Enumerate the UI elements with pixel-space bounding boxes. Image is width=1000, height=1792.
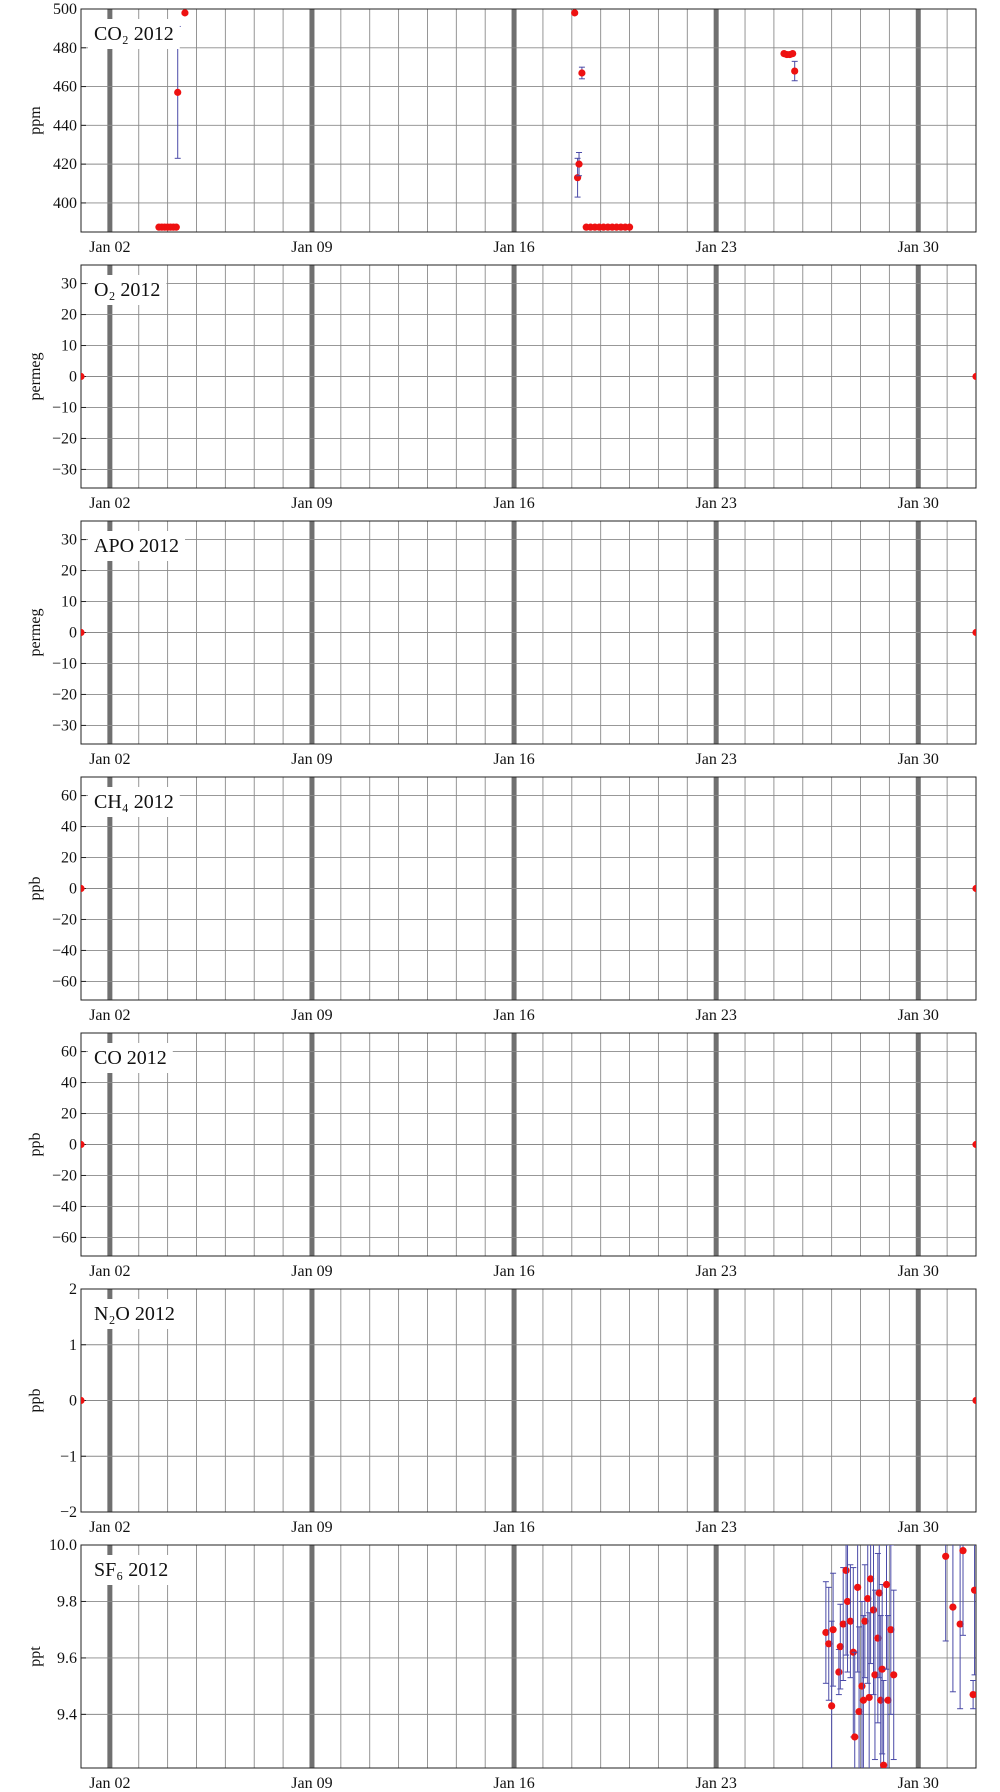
y-axis-label: ppt — [27, 1646, 44, 1667]
y-axis-label: ppm — [27, 106, 44, 135]
x-tick-label: Jan 16 — [493, 1007, 535, 1024]
grid — [81, 265, 976, 488]
data-point — [829, 1626, 836, 1633]
y-tick-label: 420 — [53, 156, 77, 174]
data-point — [851, 1733, 858, 1740]
data-series — [155, 9, 798, 230]
y-tick-label: 0 — [69, 1392, 77, 1410]
data-point — [858, 1683, 865, 1690]
x-tick-label: Jan 02 — [89, 239, 131, 256]
x-tick-label: Jan 09 — [291, 1775, 333, 1792]
y-axis-label: ppb — [27, 876, 44, 901]
data-point — [883, 1581, 890, 1588]
y-tick-label: 9.4 — [57, 1706, 77, 1724]
x-tick-label: Jan 09 — [291, 1519, 333, 1536]
y-tick-label: 60 — [61, 1043, 77, 1061]
y-tick-label: 0 — [69, 368, 77, 386]
grid — [81, 1033, 976, 1256]
data-point — [959, 1547, 966, 1554]
x-tick-label: Jan 16 — [493, 495, 535, 512]
x-tick-label: Jan 16 — [493, 1263, 535, 1280]
y-tick-label: 0 — [69, 1136, 77, 1154]
data-point — [972, 629, 979, 636]
x-tick-label: Jan 09 — [291, 495, 333, 512]
x-tick-label: Jan 30 — [897, 751, 939, 768]
chart-svg — [0, 768, 1000, 1024]
grid — [81, 777, 976, 1000]
data-point — [880, 1762, 887, 1769]
chart-panel — [0, 1024, 1000, 1280]
x-tick-label: Jan 16 — [493, 751, 535, 768]
y-tick-label: −30 — [51, 461, 77, 479]
y-tick-label: 20 — [61, 562, 77, 580]
data-point — [578, 69, 585, 76]
y-tick-label: 460 — [53, 78, 77, 96]
y-tick-label: −10 — [51, 655, 77, 673]
x-tick-label: Jan 16 — [493, 239, 535, 256]
data-point — [972, 1141, 979, 1148]
chart-panel — [0, 256, 1000, 512]
x-tick-label: Jan 23 — [695, 1263, 737, 1280]
data-point — [949, 1604, 956, 1611]
chart-svg — [0, 256, 1000, 512]
y-tick-label: 440 — [53, 117, 77, 135]
y-tick-label: −20 — [51, 430, 77, 448]
chart-panel — [0, 768, 1000, 1024]
x-tick-label: Jan 09 — [291, 751, 333, 768]
data-point — [77, 885, 84, 892]
data-series — [822, 1536, 978, 1792]
data-point — [789, 50, 796, 57]
chart-title: CO₂ 2012 — [94, 23, 174, 45]
y-tick-label: 30 — [61, 531, 77, 549]
data-point — [854, 1584, 861, 1591]
chart-panel — [0, 1536, 1000, 1792]
chart-svg — [0, 0, 1000, 256]
x-tick-label: Jan 30 — [897, 1263, 939, 1280]
chart-svg — [0, 1536, 1000, 1792]
y-tick-label: 10.0 — [49, 1537, 77, 1554]
y-tick-label: 40 — [61, 818, 77, 836]
x-tick-label: Jan 30 — [897, 495, 939, 512]
grid — [81, 9, 976, 232]
y-tick-label: −30 — [51, 717, 77, 735]
x-tick-label: Jan 02 — [89, 1775, 131, 1792]
chart-title: APO 2012 — [94, 535, 180, 557]
data-point — [574, 174, 581, 181]
x-tick-label: Jan 30 — [897, 1775, 939, 1792]
x-tick-label: Jan 16 — [493, 1519, 535, 1536]
y-tick-label: 60 — [61, 787, 77, 805]
y-tick-label: 2 — [69, 1281, 77, 1298]
y-tick-label: −20 — [51, 1167, 77, 1185]
plot-frame — [81, 9, 976, 232]
data-point — [972, 885, 979, 892]
data-point — [77, 629, 84, 636]
y-axis-label: ppb — [27, 1388, 44, 1413]
data-point — [174, 89, 181, 96]
data-point — [828, 1702, 835, 1709]
y-tick-label: 20 — [61, 849, 77, 867]
y-tick-label: −2 — [59, 1504, 77, 1521]
data-point — [626, 224, 633, 231]
plot-frame — [81, 1545, 976, 1768]
chart-title-group — [88, 1555, 174, 1585]
y-tick-label: 20 — [61, 306, 77, 324]
data-point — [77, 1397, 84, 1404]
data-point — [575, 161, 582, 168]
y-tick-label: 0 — [69, 624, 77, 642]
x-tick-label: Jan 16 — [493, 1775, 535, 1792]
y-axis-label: permeg — [27, 608, 44, 657]
x-tick-label: Jan 30 — [897, 239, 939, 256]
chart-title-group — [88, 275, 166, 305]
chart-title: SF₆ 2012 — [94, 1559, 169, 1581]
chart-svg — [0, 1024, 1000, 1280]
data-point — [181, 9, 188, 16]
data-point — [890, 1671, 897, 1678]
chart-title-group — [88, 531, 185, 561]
y-tick-label: 400 — [53, 194, 77, 212]
chart-title-group — [88, 787, 180, 817]
grid — [81, 1545, 976, 1768]
chart-panel — [0, 0, 1000, 256]
y-tick-label: −20 — [51, 911, 77, 929]
x-tick-label: Jan 02 — [89, 751, 131, 768]
chart-title-group — [88, 19, 180, 49]
y-tick-label: 10 — [61, 593, 77, 611]
y-tick-label: 20 — [61, 1105, 77, 1123]
y-tick-label: 0 — [69, 880, 77, 898]
x-tick-label: Jan 30 — [897, 1519, 939, 1536]
chart-title-group — [88, 1299, 181, 1329]
data-point — [972, 373, 979, 380]
data-point — [77, 373, 84, 380]
data-point — [970, 1691, 977, 1698]
data-point — [842, 1567, 849, 1574]
chart-title: CO 2012 — [94, 1047, 167, 1069]
x-tick-label: Jan 23 — [695, 1775, 737, 1792]
y-tick-label: −60 — [51, 973, 77, 991]
x-tick-label: Jan 02 — [89, 1007, 131, 1024]
chart-panel — [0, 1280, 1000, 1536]
data-point — [972, 1397, 979, 1404]
y-tick-label: 40 — [61, 1074, 77, 1092]
x-tick-label: Jan 09 — [291, 239, 333, 256]
y-tick-label: 9.6 — [57, 1649, 77, 1667]
chart-svg — [0, 512, 1000, 768]
x-tick-label: Jan 23 — [695, 1519, 737, 1536]
data-point — [571, 9, 578, 16]
y-tick-label: 1 — [69, 1336, 77, 1354]
y-axis-label: permeg — [27, 352, 44, 401]
y-tick-label: 10 — [61, 337, 77, 355]
x-tick-label: Jan 23 — [695, 239, 737, 256]
chart-panel — [0, 512, 1000, 768]
y-tick-label: 9.8 — [57, 1593, 77, 1611]
chart-title: N₂O 2012 — [94, 1303, 175, 1325]
x-tick-label: Jan 09 — [291, 1007, 333, 1024]
x-tick-label: Jan 23 — [695, 495, 737, 512]
chart-title-group — [88, 1043, 173, 1073]
y-tick-label: −20 — [51, 686, 77, 704]
data-point — [791, 67, 798, 74]
y-tick-label: 480 — [53, 39, 77, 57]
y-tick-label: −10 — [51, 399, 77, 417]
x-tick-label: Jan 23 — [695, 751, 737, 768]
x-tick-label: Jan 02 — [89, 1519, 131, 1536]
y-tick-label: −60 — [51, 1229, 77, 1247]
data-point — [173, 224, 180, 231]
grid — [81, 1289, 976, 1512]
y-tick-label: 30 — [61, 275, 77, 293]
data-point — [835, 1668, 842, 1675]
chart-title: CH₄ 2012 — [94, 791, 174, 813]
chart-svg — [0, 1280, 1000, 1536]
data-point — [870, 1606, 877, 1613]
y-tick-label: −1 — [59, 1448, 77, 1466]
x-tick-label: Jan 30 — [897, 1007, 939, 1024]
y-tick-label: −40 — [51, 942, 77, 960]
x-tick-label: Jan 02 — [89, 1263, 131, 1280]
x-tick-label: Jan 23 — [695, 1007, 737, 1024]
grid — [81, 521, 976, 744]
y-axis-label: ppb — [27, 1132, 44, 1157]
chart-title: O₂ 2012 — [94, 279, 161, 301]
x-tick-label: Jan 09 — [291, 1263, 333, 1280]
y-tick-label: −40 — [51, 1198, 77, 1216]
data-point — [77, 1141, 84, 1148]
data-point — [971, 1587, 978, 1594]
data-point — [942, 1553, 949, 1560]
y-tick-label: 500 — [53, 1, 77, 18]
x-tick-label: Jan 02 — [89, 495, 131, 512]
